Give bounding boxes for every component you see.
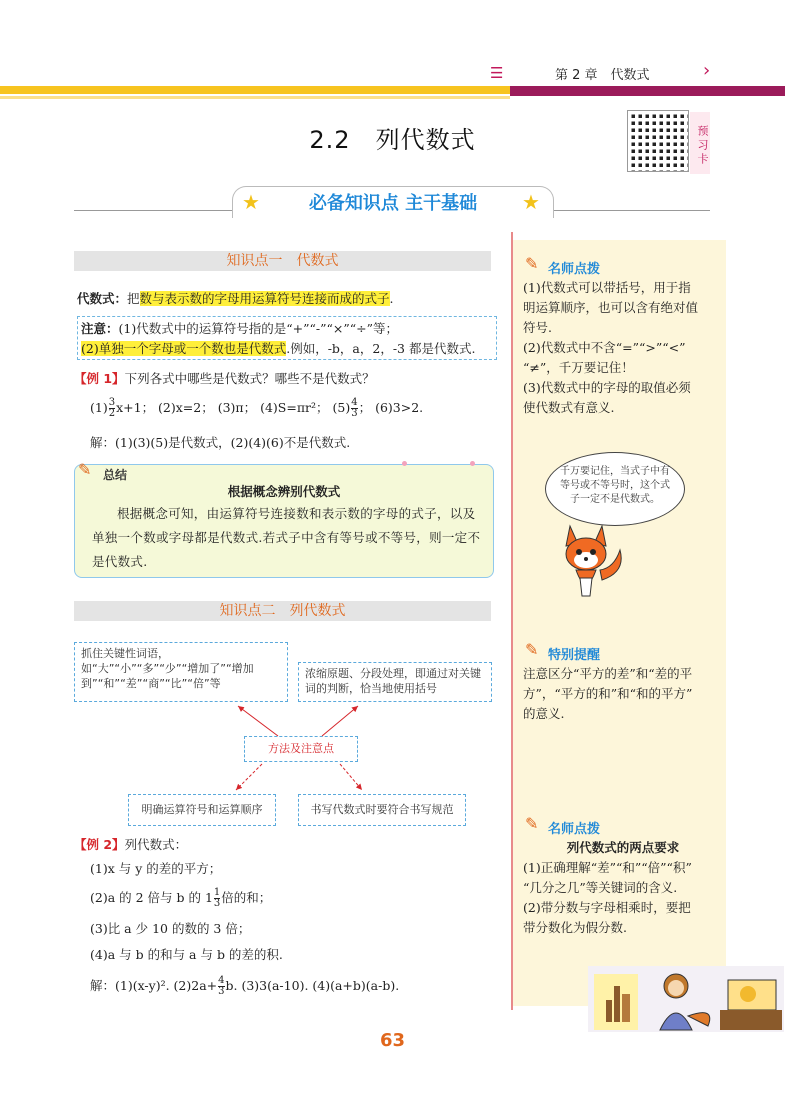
summary-title: 根据概念辨别代数式: [227, 484, 341, 499]
frac-num: 1: [213, 887, 221, 898]
tip1-line: 明运算顺序，也可以含有绝对值: [523, 300, 699, 315]
diagram-center: 方法及注意点: [244, 736, 358, 762]
definition-highlight: 数与表示数的字母用运算符号连接而成的式子: [139, 291, 390, 306]
section-head-2: 知识点二 列代数式: [74, 601, 491, 621]
tip3-line: (2)带分数与字母相乘时，要把: [523, 900, 691, 915]
tip3-head: 名师点拨: [548, 822, 601, 837]
fraction-4-3: [218, 976, 224, 997]
study-scene-illustration: [588, 966, 784, 1036]
ans2-part-b: b. (3)3(a-10). (4)(a+b)(a-b).: [225, 978, 400, 993]
tip1-text: [523, 278, 723, 418]
reminder-icon: ✎: [525, 640, 539, 659]
pencil-icon: ✎: [78, 460, 92, 479]
frac-den: 2: [108, 408, 116, 419]
answer-1: 解：(1)(3)(5)是代数式，(2)(4)(6)不是代数式.: [90, 435, 351, 450]
tip1-line: 使代数式有意义.: [523, 400, 615, 415]
banner-title: 必备知识点 主干基础: [308, 193, 478, 214]
star-icon: ★: [522, 190, 540, 214]
tip1-line: “≠”，千万要记住！: [523, 360, 634, 375]
tip3-line: 带分数化为假分数.: [523, 920, 627, 935]
frac-num: 4: [351, 397, 358, 408]
arrow-to-keywords: [238, 706, 278, 736]
summary-body: 根据概念可知，由运算符号连接数和表示数的字母的式子，以及单独一个数或字母都是代数式.若式子中含有等号或不等号，则一定不是代数式.: [92, 506, 481, 569]
diagram-box-keywords: 抓住关键性词语，如“大”“小”“多”“少”“增加了”“增加到”“和”“差”“商”“比”“倍”等: [74, 642, 288, 702]
question-4: (4)a 与 b 的和与 a 与 b 的差的积.: [90, 947, 283, 962]
example-label: 【例 2】: [74, 837, 125, 852]
note-text-2: .例如，-b，a，2，-3 都是代数式.: [286, 341, 476, 356]
diagram-box-order: 明确运算符号和运算顺序: [128, 794, 276, 826]
arrow-to-condense: [322, 706, 358, 736]
teacher-icon: ✎: [525, 254, 539, 273]
tip3-line: (1)正确理解“差”“和”“倍”“积”: [523, 860, 692, 875]
fox-mascot-icon: [556, 520, 626, 602]
definition-end: .: [389, 291, 394, 306]
tip2-text: [523, 664, 723, 724]
tip1-line: (1)代数式可以带括号，用于指: [523, 280, 691, 295]
arrow-to-norms: [340, 764, 362, 790]
note-text-1: (1)代数式中的运算符号指的是“+”“-”“×”“÷”等；: [118, 321, 398, 336]
items-part-b: x+1； (2)x=2； (3)π； (4)S=πr²； (5): [116, 400, 351, 415]
tip3-text: [523, 858, 723, 938]
tip3-line: “几分之几”等关键词的含义.: [523, 880, 678, 895]
tip2-line: 的意义.: [523, 706, 565, 721]
items-part-a: (1): [90, 400, 108, 415]
teacher-icon: ✎: [525, 814, 539, 833]
example-question: 下列各式中哪些是代数式？哪些不是代数式？: [124, 371, 375, 386]
frac-den: 3: [213, 898, 221, 909]
menu-icon[interactable]: ☰: [490, 64, 504, 82]
note-label: 注意：: [81, 321, 119, 336]
question-1: (1)x 与 y 的差的平方；: [90, 861, 222, 876]
diagram-box-condense: 浓缩原题、分段处理，即通过对关键词的判断，恰当地使用括号: [298, 662, 492, 702]
tip1-line: (3)代数式中的字母的取值必须: [523, 380, 691, 395]
tip1-head: 名师点拨: [548, 262, 601, 277]
tip1-line: (2)代数式中不含“=”“>”“<”: [523, 340, 686, 355]
definition-label: 代数式：: [77, 291, 128, 306]
tip2-line: 方”，“平方的和”和“和的平方”: [523, 686, 693, 701]
chapter-title: 第 2 章 代数式: [555, 68, 650, 83]
frac-num: 4: [218, 975, 225, 986]
q2-part-a: (2)a 的 2 倍与 b 的 1: [90, 890, 213, 905]
answer-2: [90, 976, 399, 997]
note-highlight: (2)单独一个字母或一个数也是代数式: [81, 341, 287, 356]
frac-den: 3: [218, 986, 225, 997]
qr-card-label: 预习卡: [690, 112, 710, 174]
diagram-box-norms: 书写代数式时要符合书写规范: [298, 794, 466, 826]
ans2-part-a: 解：(1)(x-y)². (2)2a+: [90, 978, 218, 993]
example-2: [74, 836, 187, 854]
tip3-title: 列代数式的两点要求: [566, 840, 680, 855]
question-2: [90, 888, 271, 909]
tip2-line: 注意区分“平方的差”和“差的平: [523, 666, 693, 681]
example-question: 列代数式：: [124, 837, 188, 852]
star-icon: ★: [242, 190, 260, 214]
items-part-c: ； (6)3>2.: [358, 400, 424, 415]
page-title: 2.2 列代数式: [309, 126, 476, 154]
fraction-1-3: [214, 888, 220, 909]
arrow-to-order: [236, 764, 262, 790]
page-number: 63: [379, 1030, 406, 1051]
summary-tag: 总结: [103, 468, 128, 482]
frac-den: 3: [351, 408, 358, 419]
tip2-head: 特别提醒: [548, 648, 601, 663]
tip1-line: 符号.: [523, 320, 552, 335]
sidebar-rule: [511, 232, 513, 1010]
q2-part-b: 倍的和；: [221, 890, 272, 905]
chevron-right-icon[interactable]: ›: [703, 60, 711, 81]
example-label: 【例 1】: [74, 371, 125, 386]
definition-pre: 把: [127, 291, 140, 306]
speech-bubble: 千万要记住，当式子中有等号或不等号时，这个式子一定不是代数式。: [545, 452, 685, 526]
question-3: (3)比 a 少 10 的数的 3 倍；: [90, 921, 251, 936]
section-head-1: 知识点一 代数式: [74, 251, 491, 271]
frac-num: 3: [108, 397, 116, 408]
